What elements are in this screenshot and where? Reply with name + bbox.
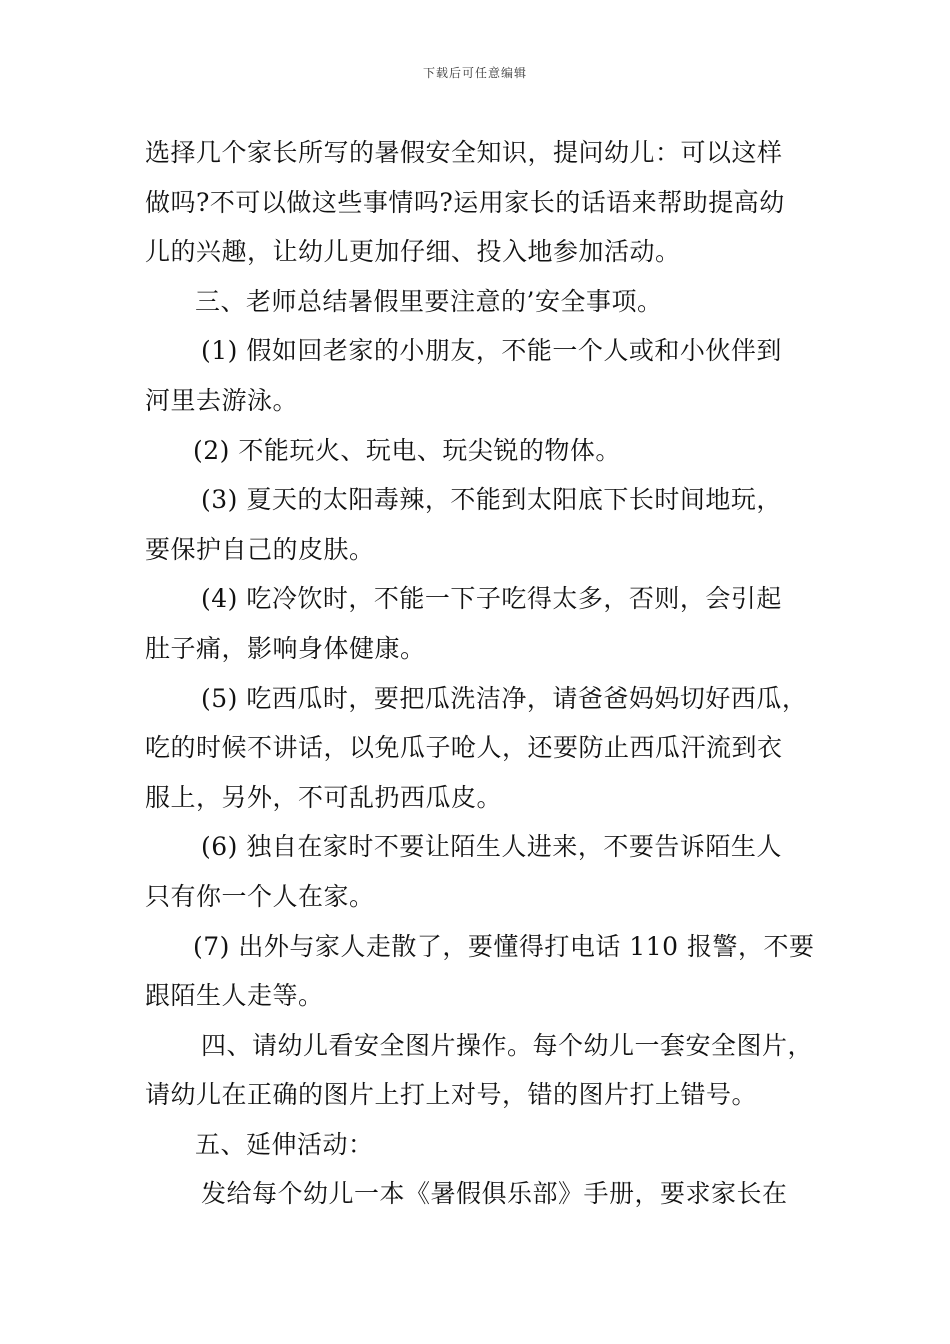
list-item-6: (6) 独自在家时不要让陌生人进来，不要告诉陌生人 (201, 832, 782, 862)
text-line: 只有你一个人在家。 (145, 881, 375, 911)
text-line: 选择几个家长所写的暑假安全知识，提问幼儿：可以这样 (145, 138, 783, 167)
document-body (145, 128, 835, 1219)
text-line: 吃的时候不讲话，以免瓜子呛人，还要防止西瓜汗流到衣 (145, 733, 783, 763)
text-line: 肚子痛，影响身体健康。 (145, 633, 426, 663)
section-heading-4: 四、请幼儿看安全图片操作。每个幼儿一套安全图片， (201, 1030, 814, 1060)
text-line: 河里去游泳。 (145, 385, 299, 415)
text-line: 发给每个幼儿一本《暑假俱乐部》手册，要求家长在 (201, 1179, 788, 1209)
list-item-4: (4) 吃冷饮时，不能一下子吃得太多，否则，会引起 (201, 584, 782, 614)
section-heading-5: 五、延伸活动： (195, 1129, 374, 1159)
text-line: 儿的兴趣，让幼儿更加仔细、投入地参加活动。 (145, 237, 681, 267)
page-header: 下载后可任意编辑 (422, 66, 527, 80)
text-line: 请幼儿在正确的图片上打上对号，错的图片打上错号。 (145, 1080, 758, 1110)
text-line: 服上，另外，不可乱扔西瓜皮。 (145, 782, 503, 812)
list-item-7: (7) 出外与家人走散了，要懂得打电话 110 报警，不要 (193, 931, 815, 961)
text-line: 跟陌生人走等。 (145, 981, 324, 1011)
list-item-1: (1) 假如回老家的小朋友，不能一个人或和小伙伴到 (201, 336, 782, 366)
list-item-5: (5) 吃西瓜时，要把瓜洗洁净，请爸爸妈妈切好西瓜， (201, 683, 808, 713)
list-item-3: (3) 夏天的太阳毒辣，不能到太阳底下长时间地玩， (201, 485, 782, 515)
list-item-2: (2) 不能玩火、玩电、玩尖锐的物体。 (193, 435, 621, 465)
section-heading-3: 三、老师总结暑假里要注意的’安全事项。 (195, 286, 663, 316)
text-line: 要保护自己的皮肤。 (145, 534, 375, 564)
text-line: 做吗?不可以做这些事情吗?运用家长的话语来帮助提高幼 (145, 187, 785, 217)
